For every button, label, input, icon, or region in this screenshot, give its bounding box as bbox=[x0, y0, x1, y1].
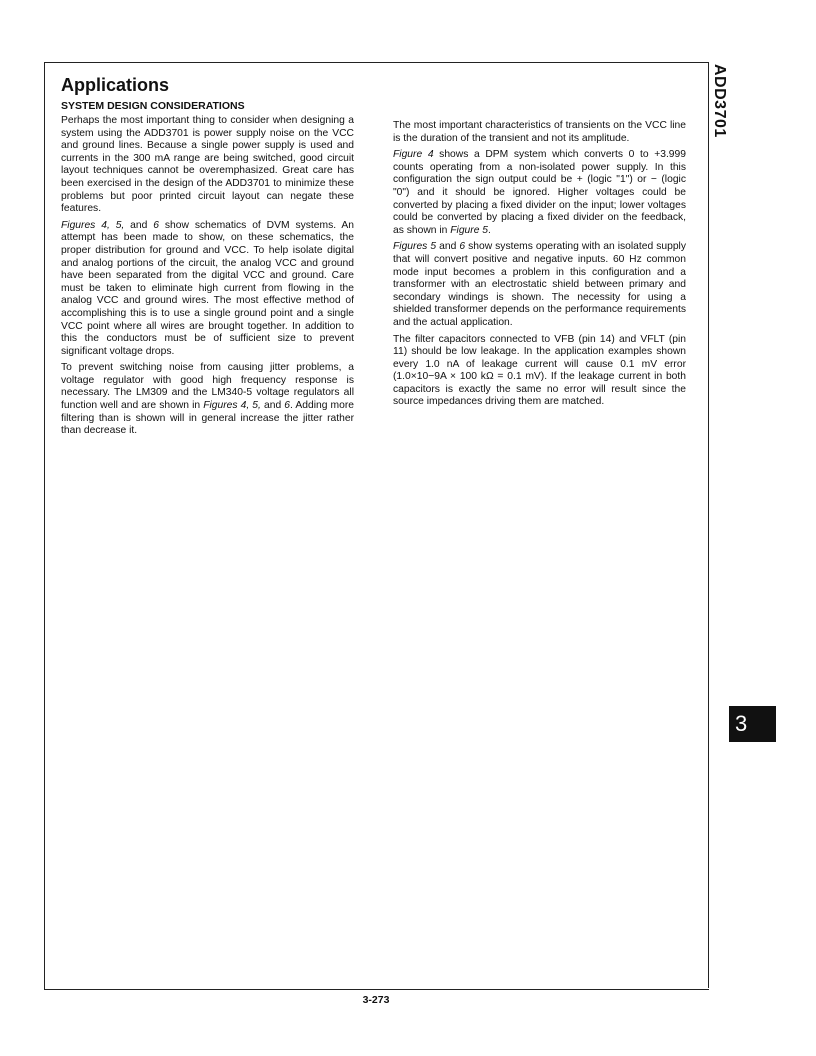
conjunction: and bbox=[436, 241, 460, 253]
section-tab: 3 bbox=[729, 706, 776, 742]
right-column bbox=[393, 120, 686, 413]
paragraph-text: . bbox=[488, 224, 491, 236]
paragraph-dpm-system bbox=[393, 149, 686, 237]
figure-reference: Figures 4, 5, bbox=[203, 400, 261, 412]
page-heading: Applications bbox=[61, 75, 170, 95]
paragraph-text: show systems operating with an isolated supply that will convert positive and negative inputs. 60 Hz common mode input becomes a problem in this configuration and a transformer with an electrostatic shield between primary and secondary windings is shown. The necessity for using a shielded transformer depends on the performance requirements and the actual application. bbox=[393, 241, 686, 328]
page-frame-right-rule bbox=[708, 62, 709, 988]
figure-reference: 6 bbox=[459, 241, 466, 253]
conjunction: and bbox=[260, 400, 285, 412]
paragraph-text: To prevent switching noise from causing jitter problems, a voltage regulator with good high frequency response is necessary. The LM309 and the LM340-5 voltage regulators all function well and are shown in bbox=[61, 362, 354, 412]
paragraph-voltage-regulator bbox=[61, 362, 354, 438]
paragraph-text: show schematics of DVM systems. An attempt has been made to show, on these schematics, the proper distribution for ground and VCC. To help isolate digital and analog portions of the circuit, the analog VCC and ground have been separated from the digital VCC and ground. Care must be taken to eliminate high current from flowing in the analog VCC and ground wires. The most effective method of accomplishing this is to use a single ground point and a single VCC point where all wires are brought together. In addition to this the conductors must be of sufficient size to prevent significant voltage drops. bbox=[61, 219, 354, 357]
paragraph-filter-capacitors: The filter capacitors connected to VFB (pin 14) and VFLT (pin 11) should be low leakage. In the application examples shown every 1.0 nA of leakage current will cause 0.1 mV error (1.0×10−9A × 100 kΩ = 0.1 mV). If the leakage current in both capacitors is exactly the same no error will result since the source impedances driving them are matched. bbox=[393, 333, 686, 408]
page-number: 3-273 bbox=[362, 994, 390, 1006]
figure-reference: Figure 5 bbox=[450, 224, 489, 236]
figure-reference: Figure 4 bbox=[393, 149, 434, 161]
section-subheading: SYSTEM DESIGN CONSIDERATIONS bbox=[61, 100, 245, 112]
paragraph-text: shows a DPM system which converts 0 to +3.999 counts operating from a non-isolated power supply. In this configuration the sign output could be + (logic "1") or − (logic "0") and it should be ignored. Higher voltages could be converted by placing a fixed divider on the input; lower voltages could be converted by placing a fixed divider on the feedback, as shown in bbox=[393, 149, 686, 236]
paragraph-transients: The most important characteristics of transients on the VCC line is the duration of the transient and not its amplitude. bbox=[393, 120, 686, 144]
left-column bbox=[61, 74, 354, 442]
side-part-number: ADD3701 bbox=[711, 64, 728, 138]
paragraph-dvm-schematics bbox=[61, 220, 354, 359]
figure-reference: Figures 5 bbox=[393, 241, 437, 253]
paragraph-text: . Adding more filtering than is shown will in general increase the jitter rather than decrease it. bbox=[61, 400, 355, 437]
conjunction: and bbox=[124, 219, 154, 231]
figure-reference: 6 bbox=[284, 400, 291, 412]
paragraph-isolated-supply bbox=[393, 241, 686, 329]
figure-reference: 6 bbox=[153, 219, 159, 231]
figure-reference: Figures 4, 5, bbox=[61, 219, 125, 231]
paragraph-power-supply-noise: Perhaps the most important thing to consider when designing a system using the ADD3701 is power supply noise on the VCC and ground lines. Because a single power supply is used and currents in the 300 mA range are being switched, good circuit layout techniques cannot be overemphasized. Great care has been exercised in the design of the ADD3701 to minimize these problems but poor printed circuit layout can negate these features. bbox=[61, 115, 354, 215]
